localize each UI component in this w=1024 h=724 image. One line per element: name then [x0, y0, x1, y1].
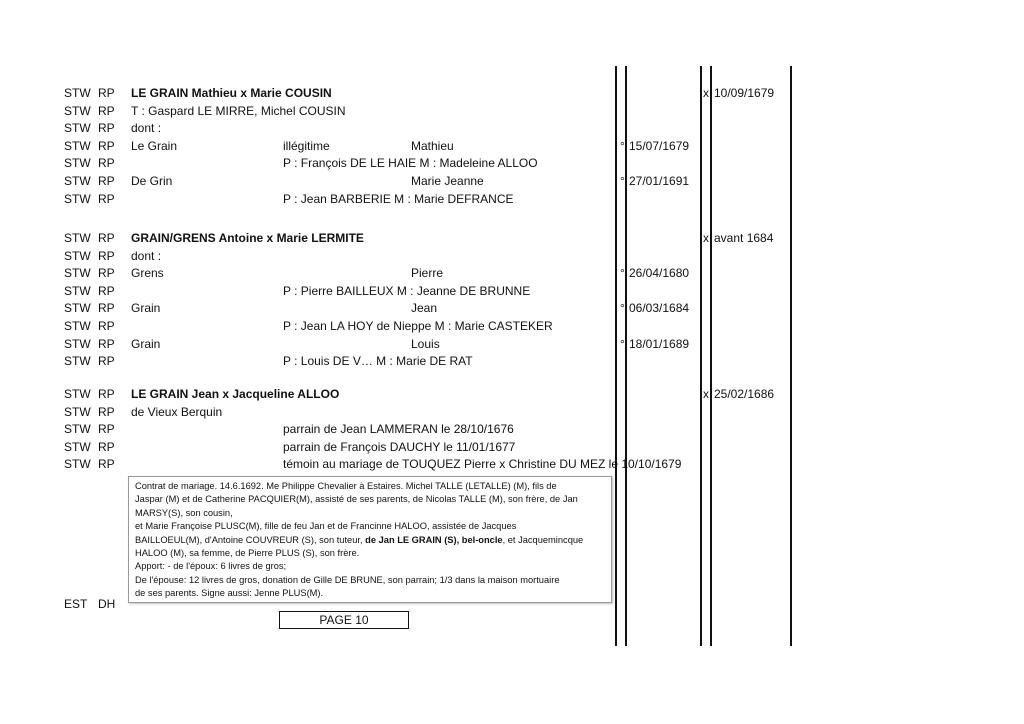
source-code: STW [64, 439, 91, 454]
source-code: STW [64, 457, 91, 472]
first-name: Louis [411, 336, 440, 351]
source-code: STW [64, 86, 91, 100]
marriage-symbol: x [703, 231, 709, 245]
first-name: Jean [411, 301, 438, 316]
note-text: , et Jacquemincque [502, 534, 584, 545]
source-code: EST [64, 597, 88, 611]
record-type: RP [98, 121, 115, 136]
record-row [0, 120, 1024, 137]
marriage-date: 25/02/1686 [714, 387, 775, 401]
source-code: STW [64, 231, 91, 245]
record-row [0, 386, 1024, 403]
record-type: RP [98, 354, 115, 369]
person-name: De Grin [131, 174, 173, 188]
record-row [0, 173, 1024, 190]
record-row [0, 155, 1024, 172]
source-code: STW [64, 404, 91, 419]
record-row [0, 318, 1024, 335]
detail-text: P : Louis DE V… M : Marie DE RAT [283, 354, 473, 369]
note-text: BAILLOEUL(M), d'Antoine COUVREUR (S), son tuteur, [135, 534, 363, 545]
record-type: RP [98, 336, 115, 351]
birth-symbol: ° [620, 138, 625, 153]
detail-text: parrain de François DAUCHY le 11/01/1677 [283, 439, 516, 454]
birth-date: 06/03/1684 [629, 301, 690, 316]
detail-text: parrain de Jean LAMMERAN le 28/10/1676 [283, 422, 514, 437]
note-line: Jaspar (M) et de Catherine PACQUIER(M), assisté de ses parents, de Nicolas TALLE (M), son frère, de Jan [135, 494, 578, 505]
marriage-date: 10/09/1679 [714, 86, 775, 100]
record-type: RP [98, 301, 115, 316]
person-name: de Vieux Berquin [131, 404, 223, 419]
record-type: RP [98, 231, 115, 245]
person-name: Le Grain [131, 138, 178, 153]
note-line: et Marie Françoise PLUSC(M), fille de feu Jan et de Francinne HALOO, assistée de Jacques [135, 521, 517, 532]
record-row [0, 265, 1024, 282]
source-code: STW [64, 301, 91, 316]
note-bold-text: de Jan LE GRAIN (S), bel-oncle [365, 534, 503, 545]
note-line: HALOO (M), sa femme, de Pierre PLUS (S), son frère. [135, 548, 360, 559]
record-row [0, 300, 1024, 317]
record-type: RP [98, 103, 115, 118]
record-type: RP [98, 156, 115, 171]
note-line: MARSY(S), son cousin, [135, 507, 233, 518]
source-code: STW [64, 121, 91, 136]
detail-text: P : François DE LE HAIE M : Madeleine ALLOO [283, 156, 538, 171]
record-type: RP [98, 283, 115, 298]
source-code: STW [64, 174, 91, 188]
first-name: Pierre [411, 266, 444, 281]
birth-symbol: ° [620, 174, 625, 188]
record-type: RP [98, 174, 115, 188]
record-row [0, 138, 1024, 155]
source-code: STW [64, 156, 91, 171]
record-row [0, 248, 1024, 265]
source-code: STW [64, 138, 91, 153]
record-row [0, 439, 1024, 456]
record-type: DH [98, 597, 116, 611]
note-line: De l'épouse: 12 livres de gros, donation de Gille DE BRUNE, son parrain; 1/3 dans la maison mortuaire [135, 574, 560, 585]
record-row [0, 421, 1024, 438]
record-type: RP [98, 439, 115, 454]
detail-text: P : Jean BARBERIE M : Marie DEFRANCE [283, 191, 514, 206]
record-type: RP [98, 404, 115, 419]
person-name: T : Gaspard LE MIRRE, Michel COUSIN [131, 103, 346, 118]
source-code: STW [64, 387, 91, 401]
marriage-symbol: x [703, 86, 709, 100]
person-name: Grens [131, 266, 164, 281]
note-line [135, 534, 605, 547]
source-code: STW [64, 319, 91, 333]
record-row [0, 230, 1024, 247]
record-type: RP [98, 138, 115, 153]
record-type: RP [98, 387, 115, 401]
person-name: Grain [131, 336, 161, 351]
record-row [0, 191, 1024, 208]
birth-date: 26/04/1680 [629, 266, 690, 281]
record-type: RP [98, 422, 115, 437]
person-name: LE GRAIN Jean x Jacqueline ALLOO [131, 387, 340, 401]
birth-symbol: ° [620, 266, 625, 281]
source-code: STW [64, 191, 91, 206]
first-name: Mathieu [411, 138, 454, 153]
source-code: STW [64, 103, 91, 118]
source-code: STW [64, 354, 91, 369]
record-type: RP [98, 86, 115, 100]
record-type: RP [98, 266, 115, 281]
record-type: RP [98, 191, 115, 206]
source-code: STW [64, 422, 91, 437]
record-row [0, 353, 1024, 370]
first-name: Marie Jeanne [411, 174, 484, 188]
person-name: Grain [131, 301, 161, 316]
person-name: GRAIN/GRENS Antoine x Marie LERMITE [131, 231, 364, 245]
detail-text: illégitime [283, 138, 330, 153]
birth-symbol: ° [620, 301, 625, 316]
record-row [0, 103, 1024, 120]
record-row [0, 404, 1024, 421]
note-line: Apport: - de l'époux: 6 livres de gros; [135, 561, 287, 572]
record-row [0, 85, 1024, 102]
source-code: STW [64, 266, 91, 281]
source-code: STW [64, 283, 91, 298]
footer-row [0, 596, 1024, 613]
record-type: RP [98, 319, 115, 333]
record-type: RP [98, 248, 115, 263]
note-line: Contrat de mariage. 14.6.1692. Me Philippe Chevalier à Estaires. Michel TALLE (LETALLE) (M), fils de [135, 481, 557, 491]
person-name: LE GRAIN Mathieu x Marie COUSIN [131, 86, 332, 100]
birth-date: 27/01/1691 [629, 174, 690, 188]
birth-symbol: ° [620, 336, 625, 351]
detail-text: P : Jean LA HOY de Nieppe M : Marie CASTEKER [283, 319, 553, 333]
page-number: PAGE 10 [279, 611, 409, 629]
record-row [0, 456, 1024, 473]
person-name: dont : [131, 248, 162, 263]
marriage-symbol: x [703, 387, 709, 401]
birth-date: 18/01/1689 [629, 336, 690, 351]
source-code: STW [64, 248, 91, 263]
detail-text: P : Pierre BAILLEUX M : Jeanne DE BRUNNE [283, 283, 531, 298]
birth-date: 15/07/1679 [629, 138, 690, 153]
note-line: de ses parents. Signe aussi: Jenne PLUS(M). [135, 588, 324, 599]
detail-text: témoin au mariage de TOUQUEZ Pierre x Christine DU MEZ le 10/10/1679 [283, 457, 682, 472]
source-code: STW [64, 336, 91, 351]
person-name: dont : [131, 121, 162, 136]
marriage-date: avant 1684 [714, 231, 774, 245]
record-row [0, 283, 1024, 300]
record-row [0, 336, 1024, 353]
marriage-contract-note [128, 476, 612, 603]
record-type: RP [98, 457, 115, 472]
